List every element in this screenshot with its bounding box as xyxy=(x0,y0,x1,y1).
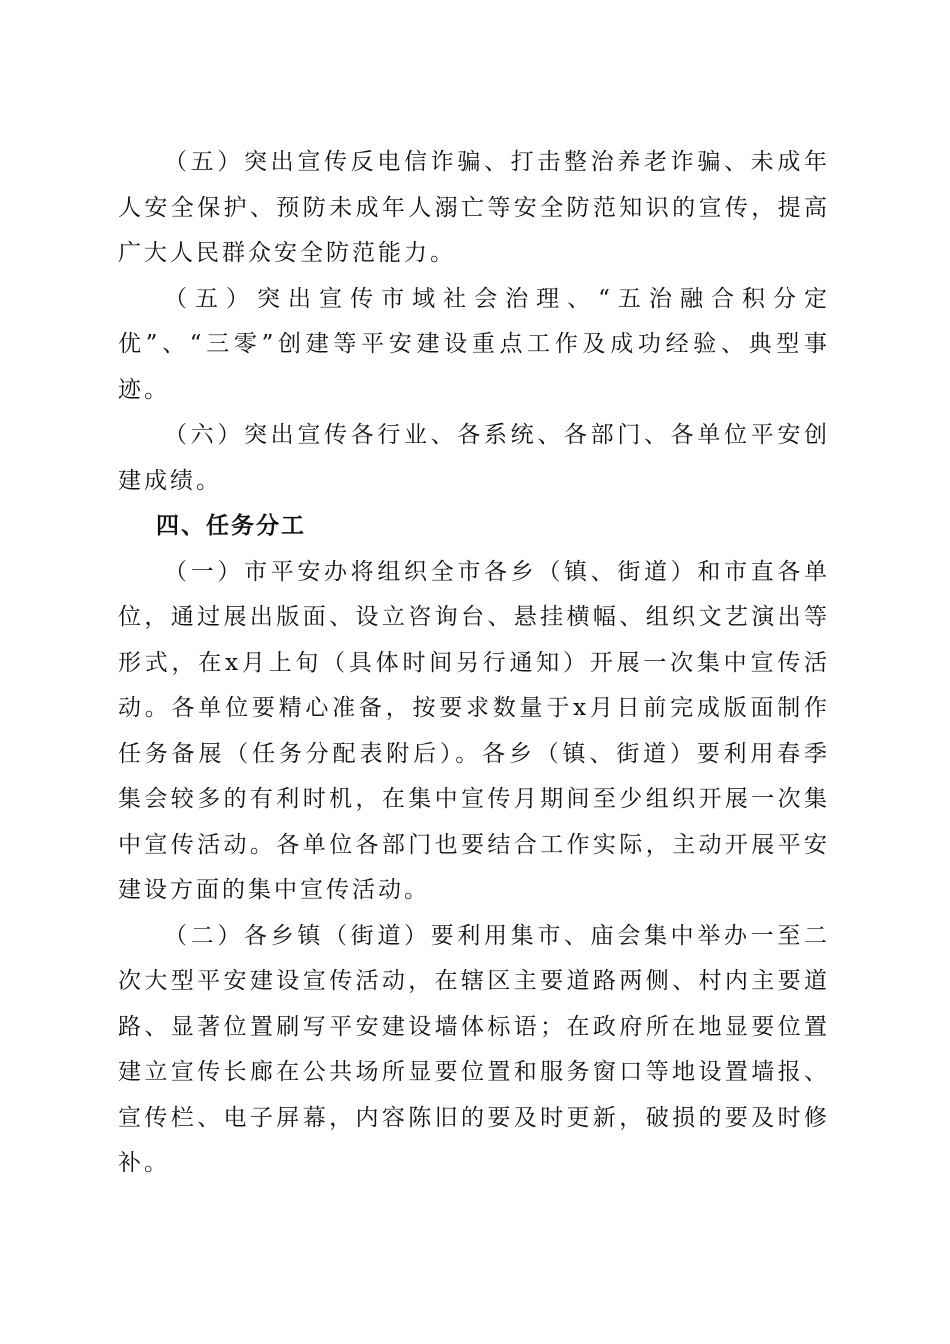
paragraph-social-governance-publicity: （五）突出宣传市域社会治理、“五治融合积分定优”、“三零”创建等平安建设重点工作及成功经验、典型事迹。 xyxy=(118,285,830,403)
paragraph-task-two: （二）各乡镇（街道）要利用集市、庙会集中举办一至二次大型平安建设宣传活动，在辖区主要道路两侧、村内主要道路、显著位置刷写平安建设墙体标语；在政府所在地显要位置建立宣传长廊在公共场所显要位置和服务窗口等地设置墙报、宣传栏、电子屏幕，内容陈旧的要及时更新，破损的要及时修补。 xyxy=(118,922,830,1176)
paragraph-industry-achievements: （六）突出宣传各行业、各系统、各部门、各单位平安创建成绩。 xyxy=(118,422,830,494)
paragraph-anti-fraud-publicity: （五）突出宣传反电信诈骗、打击整治养老诈骗、未成年人安全保护、预防未成年人溺亡等安全防范知识的宣传，提高广大人民群众安全防范能力。 xyxy=(118,149,830,266)
paragraph-task-one: （一）市平安办将组织全市各乡（镇、街道）和市直各单位，通过展出版面、设立咨询台、悬挂横幅、组织文艺演出等形式，在x月上旬（具体时间另行通知）开展一次集中宣传活动。各单位要精心准备，按要求数量于x月日前完成版面制作任务备展（任务分配表附后）。各乡（镇、街道）要利用春季集会较多的有利时机，在集中宣传月期间至少组织开展一次集中宣传活动。各单位各部门也要结合工作实际，主动开展平安建设方面的集中宣传活动。 xyxy=(118,558,830,903)
document-body xyxy=(118,140,830,1187)
section-heading-task-division: 四、任务分工 xyxy=(156,513,306,539)
